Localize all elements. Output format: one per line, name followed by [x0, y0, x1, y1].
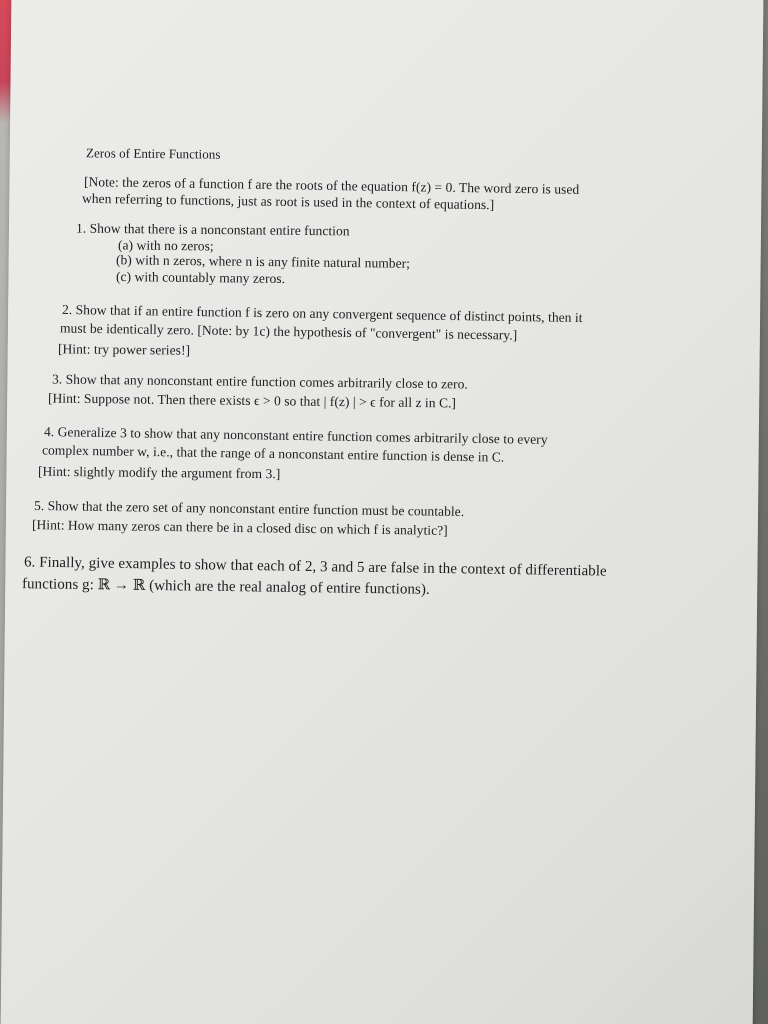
problem-3-line-2: [Hint: Suppose not. Then there exists ϵ > 0 so that | f(z) | > ϵ for all z in C.]: [47, 390, 457, 411]
problem-4-line-3: [Hint: slightly modify the argument from 3.]: [37, 463, 281, 482]
note-line-1: [Note: the zeros of a function f are the roots of the equation f(z) = 0. The word zero is used: [83, 174, 580, 197]
problem-2-line-2: must be identically zero. [Note: by 1c) the hypothesis of "convergent" is necessary.]: [59, 320, 518, 343]
document-title: Zeros of Entire Functions: [85, 145, 221, 162]
problem-1-part-c: (c) with countably many zeros.: [115, 268, 286, 287]
note-line-2: when referring to functions, just as root is used in the context of equations.]: [81, 190, 495, 213]
problem-1-part-a: (a) with no zeros;: [117, 237, 214, 254]
problem-2-line-1: 2. Show that if an entire function f is zero on any convergent sequence of distinct points, then it: [61, 301, 583, 326]
problem-5-line-1: 5. Show that the zero set of any nonconstant entire function must be countable.: [33, 497, 465, 520]
problem-1-line-1: 1. Show that there is a nonconstant entire function: [75, 220, 350, 239]
problem-1-part-b: (b) with n zeros, where n is any finite natural number;: [115, 252, 411, 271]
problem-2-line-3: [Hint: try power series!]: [57, 341, 191, 358]
problem-4-line-2: complex number w, i.e., that the range of a nonconstant entire function is dense in C.: [41, 442, 505, 465]
problem-6-line-1: 6. Finally, give examples to show that each of 2, 3 and 5 are false in the context of differentiable: [23, 554, 607, 580]
problem-3-line-1: 3. Show that any nonconstant entire function comes arbitrarily close to zero.: [51, 371, 468, 392]
problem-5-line-2: [Hint: How many zeros can there be in a closed disc on which f is analytic?]: [31, 517, 448, 538]
problem-6-line-2: functions g: ℝ → ℝ (which are the real analog of entire functions).: [21, 576, 430, 598]
problem-4-line-1: 4. Generalize 3 to show that any nonconstant entire function comes arbitrarily close to every: [43, 424, 548, 447]
